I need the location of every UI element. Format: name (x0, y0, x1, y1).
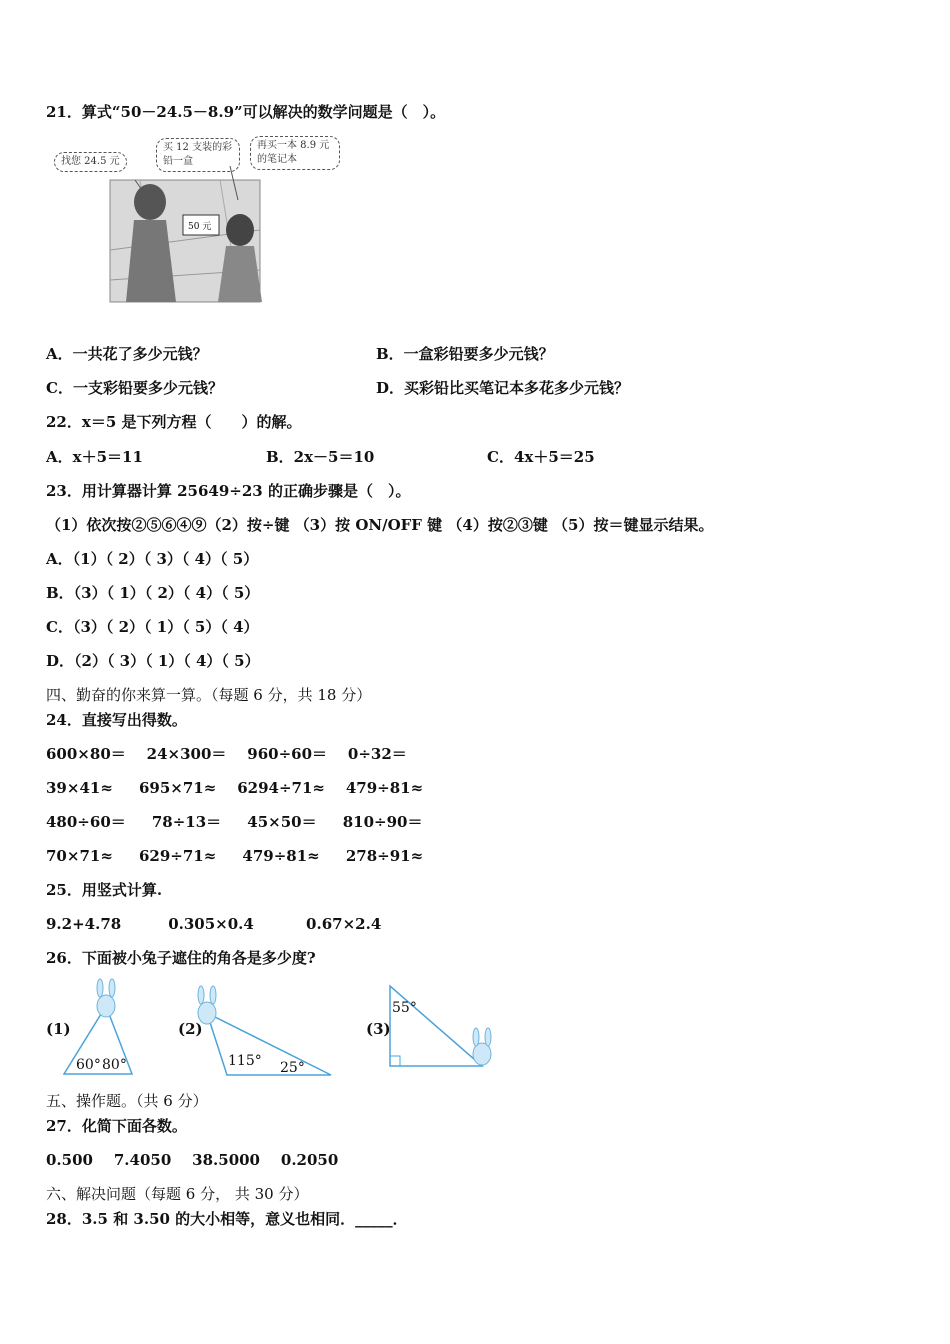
q28-stem: 28．3.5 和 3.50 的大小相等，意义也相同．_____． (46, 1210, 408, 1228)
q22-option-a: A．x＋5＝11 (46, 448, 143, 466)
q21-option-c: C．一支彩铅要多少元钱？ (46, 379, 223, 397)
q23-stem: 23．用计算器计算 25649÷23 的正确步骤是（ ）。 (46, 482, 411, 500)
q24-row-4: 70×71≈ 629÷71≈ 479÷81≈ 278÷91≈ (46, 847, 424, 865)
q23-option-d: D．（2）（ 3）（ 1）（ 4）（ 5） (46, 652, 260, 670)
q21-stem: 21．算式“50－24.5－8.9”可以解决的数学问题是（ ）。 (46, 103, 446, 121)
q27-stem: 27．化简下面各数。 (46, 1117, 187, 1135)
q21-option-d: D．买彩铅比买笔记本多花多少元钱？ (376, 379, 630, 397)
angle-t2-25: 25° (280, 1060, 305, 1076)
rabbit-icon (473, 1028, 491, 1065)
triangle-3 (386, 982, 496, 1077)
triangle-2 (195, 985, 335, 1080)
q23-option-b: B．（3）（ 1）（ 2）（ 4）（ 5） (46, 584, 260, 602)
rabbit-icon (198, 986, 216, 1024)
q22-option-b: B．2x－5＝10 (266, 448, 375, 466)
triangle-3-label: (3) (366, 1020, 391, 1038)
bubble-change: 找您 24.5 元 (54, 152, 127, 172)
section-5-heading: 五、操作题。（共 6 分） (46, 1092, 208, 1110)
q24-row-1: 600×80＝ 24×300＝ 960÷60＝ 0÷32＝ (46, 745, 407, 763)
q22-option-c: C．4x＋5＝25 (487, 448, 595, 466)
angle-t2-115: 115° (228, 1053, 262, 1069)
q22-stem: 22．x＝5 是下列方程（ ）的解。 (46, 413, 302, 431)
rabbit-icon (97, 979, 115, 1017)
q23-option-c: C．（3）（ 2）（ 1）（ 5）（ 4） (46, 618, 259, 636)
q26-stem: 26．下面被小兔子遮住的角各是多少度? (46, 949, 316, 967)
q21-option-b: B．一盒彩铅要多少元钱？ (376, 345, 554, 363)
section-4-heading: 四、勤奋的你来算一算。（每题 6 分，共 18 分） (46, 686, 372, 704)
section-6-heading: 六、解决问题（每题 6 分， 共 30 分） (46, 1185, 309, 1203)
q21-illustration (50, 130, 340, 310)
q23-option-a: A．（1）（ 2）（ 3）（ 4）（ 5） (46, 550, 259, 568)
triangle-2-label: (2) (178, 1020, 203, 1038)
q25-stem: 25．用竖式计算. (46, 881, 163, 899)
q24-row-3: 480÷60＝ 78÷13＝ 45×50＝ 810÷90＝ (46, 813, 423, 831)
angle-t3-55: 55° (392, 1000, 417, 1016)
q25-row: 9.2+4.78 0.305×0.4 0.67×2.4 (46, 915, 382, 933)
q27-row: 0.500 7.4050 38.5000 0.2050 (46, 1151, 339, 1169)
triangle-1-label: (1) (46, 1020, 71, 1038)
q23-steps: （1）依次按②⑤⑥④⑨（2）按÷键 （3）按 ON/OFF 键 （4）按②③键 （5）按＝键显示结果。 (46, 516, 714, 534)
q24-row-2: 39×41≈ 695×71≈ 6294÷71≈ 479÷81≈ (46, 779, 424, 797)
angle-t1-80: 80° (102, 1057, 127, 1073)
angle-t1-60: 60° (76, 1057, 101, 1073)
bubble-pencils: 买 12 支装的彩铅一盒 (156, 138, 240, 172)
price-sign: 50 元 (188, 222, 212, 232)
bubble-notebook: 再买一本 8.9 元的笔记本 (250, 136, 340, 170)
q21-option-a: A．一共花了多少元钱？ (46, 345, 208, 363)
q24-stem: 24．直接写出得数。 (46, 711, 187, 729)
